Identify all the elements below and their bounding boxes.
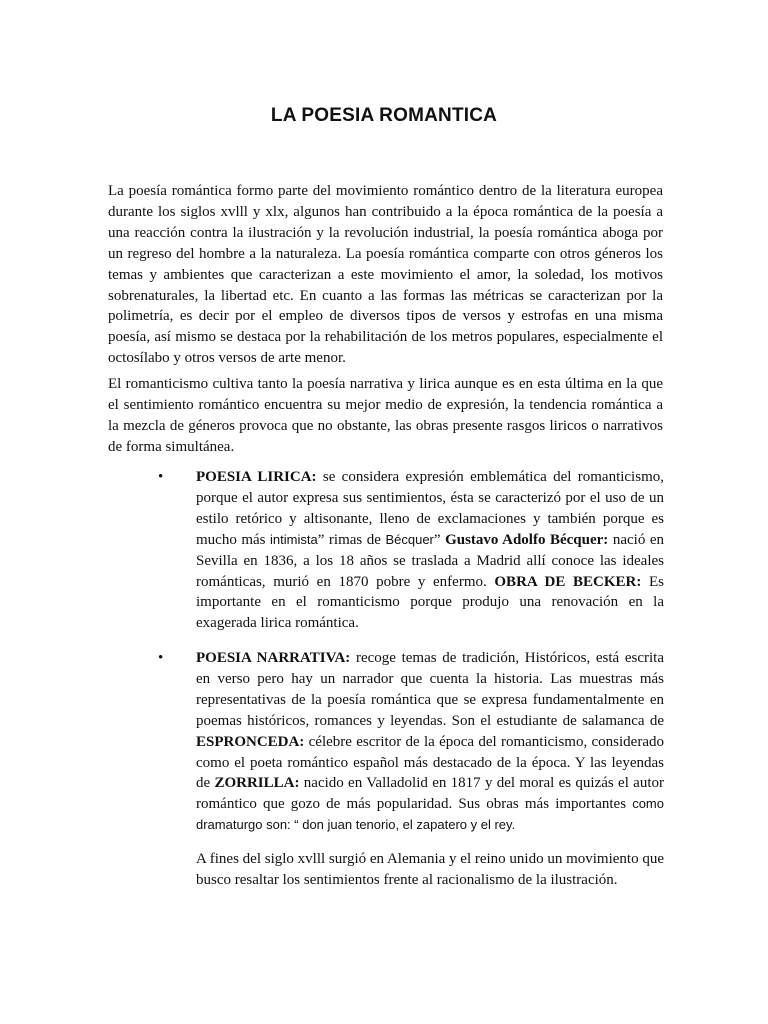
narrativa-author-2: ZORRILLA: xyxy=(214,775,300,792)
narrativa-text-3: nacido en Valladolid en 1817 y del moral es quizás el autor romántico que gozo de más popularidad. Sus obras más importantes xyxy=(196,775,664,813)
narrativa-text-2: célebre escritor de la época del romanticismo, considerado como el poeta romántico español más destacado de la época. Y las leyendas de xyxy=(196,733,664,792)
lirica-text-2: ” rimas de xyxy=(317,531,386,548)
bullet-icon: • xyxy=(158,650,164,666)
lirica-snip-1: intimista xyxy=(270,531,318,547)
lirica-author: Gustavo Adolfo Bécquer: xyxy=(445,531,609,548)
list-item-poesia-lirica xyxy=(158,467,665,634)
narrativa-snip: como dramaturgo son: “ don juan tenorio, el zapatero y el rey. xyxy=(196,796,664,833)
lirica-work-label: OBRA DE BECKER: xyxy=(494,573,642,590)
bullet-list-lirica xyxy=(158,467,665,634)
bullet-icon: • xyxy=(158,469,164,485)
closing-paragraph: A fines del siglo xvlll surgió en Alemania y el reino unido un movimiento que busco resaltar los sentimientos frente al racionalismo de la ilustración. xyxy=(196,851,664,888)
list-item-poesia-narrativa xyxy=(158,648,664,836)
poesia-narrativa-text xyxy=(196,648,664,836)
lirica-text-4: nació en Sevilla en 1836, a los 18 años se traslada a Madrid allí conoce las ideales románticas, murió en 1870 pobre y enfermo. xyxy=(196,531,665,590)
lirica-text-5: Es importante en el romanticismo porque produjo una renovación en la exagerada lirica romántica. xyxy=(196,573,664,632)
poesia-narrativa-term: POESIA NARRATIVA: xyxy=(196,650,351,666)
poesia-lirica-text xyxy=(196,467,664,634)
lirica-text-1: se considera expresión emblemática del romanticismo, porque el autor expresa sus sentimientos, ésta se caracterizó por el uso de un estilo retórico y altisonante, lleno de exclamaciones y también porque es mucho más xyxy=(196,469,664,548)
narrativa-author-1: ESPRONCEDA: xyxy=(196,733,305,750)
poesia-lirica-term: POESIA LIRICA: xyxy=(196,469,317,485)
narrativa-text-1: recoge temas de tradición, Históricos, está escrita en verso pero hay un narrador que cuenta la historia. Las muestras más representativas de la poesía romántica que se expresa fundamentalmente en poemas históricos, romances y leyendas. Son el estudiante de salamanca de xyxy=(196,650,664,729)
intro-paragraph: La poesía romántica formo parte del movimiento romántico dentro de la literatura europea durante los siglos xvlll y xlx, algunos han contribuido a la época romántica de la poesía a una reacción contra la ilustración y la revolución industrial, la poesía romántica aboga por un regreso del hombre a la naturaleza. La poesía romántica comparte con otros géneros los temas y ambientes que caracterizan a este movimiento el amor, la soledad, los motivos sobrenaturales, la libertad etc. En cuanto a las formas las métricas se caracterizan por la polimetría, es decir por el empleo de diversos tipos de versos y estrofas en una misma poesía, así mismo se destaca por la rehabilitación de los metros populares, especialmente el octosílabo y otros versos de arte menor. xyxy=(108,183,663,367)
lirica-text-3: ” xyxy=(433,531,446,548)
second-paragraph: El romanticismo cultiva tanto la poesía narrativa y lirica aunque es en esta última en la que el sentimiento romántico encuentra su mejor medio de expresión, la tendencia romántica a la mezcla de géneros provoca que no obstante, las obras presente rasgos liricos o narrativos de forma simultánea. xyxy=(108,376,663,455)
document-title: LA POESIA ROMANTICA xyxy=(270,104,498,126)
lirica-snip-2: Bécquer xyxy=(385,531,434,547)
bullet-list-narrativa xyxy=(158,648,664,836)
